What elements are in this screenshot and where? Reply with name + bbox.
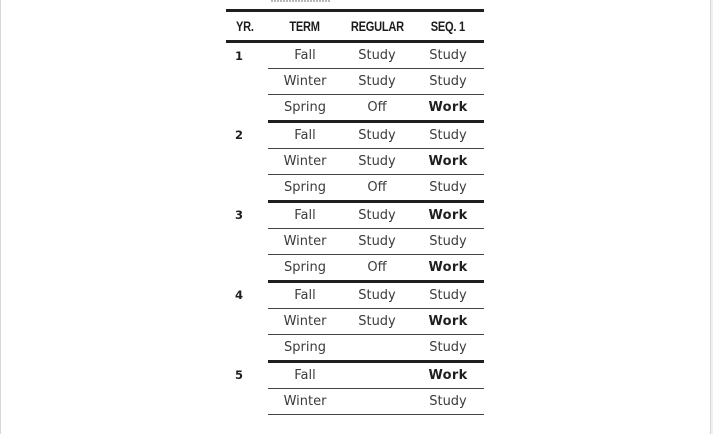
header-term: TERM: [268, 11, 342, 42]
term-cell: Fall: [268, 122, 342, 149]
term-cell: Fall: [268, 282, 342, 309]
term-cell: Spring: [268, 255, 342, 282]
term-cell: Winter: [268, 229, 342, 255]
regular-cell: [342, 362, 412, 389]
sequence-1-cell: Study: [412, 42, 484, 69]
term-cell: Fall: [268, 362, 342, 389]
table-body: [226, 42, 484, 415]
regular-cell: Study: [342, 229, 412, 255]
year-cell: 4: [235, 287, 244, 302]
regular-cell: Off: [342, 255, 412, 282]
sequence-1-cell: Work: [412, 149, 484, 175]
sequence-1-cell: Study: [412, 282, 484, 309]
regular-cell: Off: [342, 95, 412, 122]
term-cell: Winter: [268, 69, 342, 95]
table-header-row: [226, 11, 484, 42]
header-regular: REGULAR: [342, 11, 412, 42]
sequence-1-cell: Study: [412, 389, 484, 415]
table-row: [226, 202, 484, 229]
sequence-1-cell: Study: [412, 229, 484, 255]
table-row: [226, 362, 484, 389]
regular-cell: Study: [342, 122, 412, 149]
work-study-schedule-table: [226, 9, 484, 415]
term-cell: Spring: [268, 95, 342, 122]
term-cell: Fall: [268, 202, 342, 229]
regular-cell: Study: [342, 69, 412, 95]
regular-cell: Off: [342, 175, 412, 202]
year-cell: 2: [235, 127, 244, 142]
term-cell: Spring: [268, 175, 342, 202]
regular-cell: [342, 335, 412, 362]
regular-cell: Study: [342, 42, 412, 69]
term-cell: Fall: [268, 42, 342, 69]
year-cell: 5: [235, 367, 244, 382]
sequence-1-cell: Study: [412, 335, 484, 362]
sequence-1-cell: Work: [412, 309, 484, 335]
header-year: YR.: [226, 11, 268, 42]
table-row: [226, 122, 484, 149]
regular-cell: Study: [342, 202, 412, 229]
table-row: [226, 42, 484, 69]
term-cell: Winter: [268, 309, 342, 335]
sequence-1-cell: Work: [412, 362, 484, 389]
year-cell: 1: [235, 49, 244, 63]
regular-cell: Study: [342, 282, 412, 309]
header-sequence-1: SEQ. 1: [412, 11, 484, 42]
sequence-1-cell: Study: [412, 122, 484, 149]
table-row: [226, 282, 484, 309]
year-cell: 3: [235, 207, 244, 222]
cut-off-text-above: [271, 0, 331, 2]
sequence-1-cell: Study: [412, 175, 484, 202]
regular-cell: [342, 389, 412, 415]
term-cell: Winter: [268, 149, 342, 175]
sequence-1-cell: Work: [412, 202, 484, 229]
sequence-1-cell: Study: [412, 69, 484, 95]
regular-cell: Study: [342, 309, 412, 335]
term-cell: Winter: [268, 389, 342, 415]
sequence-1-cell: Work: [412, 95, 484, 122]
regular-cell: Study: [342, 149, 412, 175]
term-cell: Spring: [268, 335, 342, 362]
sequence-1-cell: Work: [412, 255, 484, 282]
